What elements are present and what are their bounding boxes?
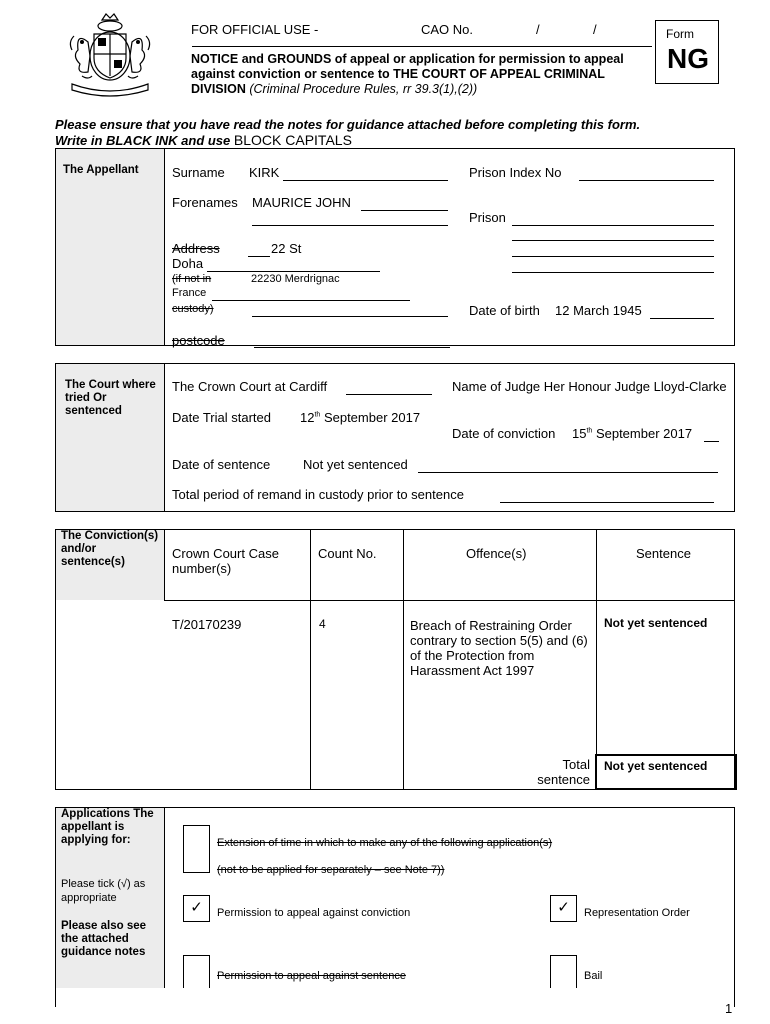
- prison-field-2[interactable]: [512, 226, 714, 241]
- extension-checkbox[interactable]: [183, 825, 210, 873]
- court-section-label: The Court where tried Or sentenced: [65, 379, 156, 417]
- header-rule: [192, 46, 652, 47]
- prison-index-label: Prison Index No: [469, 165, 562, 180]
- surname-underline: [283, 166, 448, 181]
- if-not-in-label: (if not in: [172, 273, 212, 285]
- address-line-4-underline: [212, 286, 410, 301]
- cell-sentence[interactable]: Not yet sentenced: [604, 616, 708, 630]
- perm-conviction-checkbox[interactable]: ✓: [183, 895, 210, 922]
- surname-label: Surname: [172, 165, 225, 180]
- crown-court-label: [172, 379, 327, 394]
- conviction-day-suffix: th: [586, 427, 593, 435]
- col-header-sentence: Sentence: [636, 546, 691, 561]
- bail-label: Bail: [584, 970, 603, 982]
- tick-hint: Please tick (√) as appropriate: [61, 878, 146, 904]
- prison-label: Prison: [469, 210, 506, 225]
- extension-note: (not to be applied for separately – see Note 7)): [217, 864, 445, 876]
- address-lead-line: [248, 242, 270, 257]
- form-code-box: [655, 20, 719, 84]
- postcode-field[interactable]: [254, 333, 450, 348]
- official-use-label: FOR OFFICIAL USE -: [191, 22, 319, 37]
- dob-underline: [650, 304, 714, 319]
- header-row-divider: [164, 600, 734, 601]
- block-capitals-text: BLOCK CAPITALS: [233, 132, 352, 148]
- sentence-date-label: Date of sentence: [172, 457, 271, 472]
- address-label: Address: [172, 241, 220, 256]
- cao-no-label: CAO No.: [421, 22, 474, 37]
- conviction-section-label: The Conviction(s) and/or sentence(s): [61, 530, 159, 568]
- crown-court-prefix: The Crown Court at: [172, 379, 286, 394]
- forenames-underline: [361, 196, 448, 211]
- appellant-section-label: The Appellant: [63, 164, 139, 176]
- total-sentence-value: Not yet sentenced: [604, 759, 708, 773]
- dob-value[interactable]: 12 March 1945: [555, 303, 642, 318]
- trial-started-label: Date Trial started: [172, 410, 271, 425]
- form-title-main: NOTICE and GROUNDS of appeal or application for permission to appeal against conviction or sentence to THE COURT OF APPEAL CRIMINAL DIVISION: [191, 52, 624, 96]
- perm-sentence-checkbox[interactable]: [183, 955, 210, 988]
- cell-count-no[interactable]: 4: [319, 617, 326, 631]
- crown-court-value[interactable]: Cardiff: [289, 379, 328, 394]
- rep-order-label: Representation Order: [584, 907, 690, 919]
- col-header-case-number: Crown Court Case number(s): [172, 546, 279, 576]
- conviction-day: 15: [572, 426, 587, 441]
- appellant-label-cell: [56, 149, 164, 345]
- total-sentence-label: Total sentence: [537, 757, 590, 787]
- postcode-label: postcode: [172, 333, 225, 348]
- extension-label: Extension of time in which to make any of the following application(s): [217, 837, 553, 849]
- address-line-2[interactable]: Doha: [172, 256, 204, 271]
- conviction-underline: [704, 427, 719, 442]
- forenames-value[interactable]: MAURICE JOHN: [252, 195, 351, 210]
- prison-field-3[interactable]: [512, 242, 714, 257]
- cell-case-number[interactable]: T/20170239: [172, 617, 242, 632]
- prison-field[interactable]: [512, 211, 714, 226]
- conviction-date-label: Date of conviction: [452, 426, 556, 441]
- cao-slash-1: /: [536, 22, 540, 37]
- custody-label: custody): [172, 303, 214, 315]
- ink-instruction-prefix: Write in BLACK INK and use: [55, 133, 231, 148]
- address-line-2-underline: [207, 257, 380, 272]
- conviction-date-value[interactable]: [572, 426, 692, 441]
- cell-offence[interactable]: Breach of Restraining Order contrary to section 5(5) and (6) of the Protection from Harassment Act 1997: [410, 618, 588, 678]
- perm-sentence-label: Permission to appeal against sentence: [217, 970, 406, 982]
- form-label: Form: [666, 27, 694, 41]
- trial-day: 12: [300, 410, 315, 425]
- col-header-count-no: Count No.: [318, 546, 377, 561]
- conviction-month-year: September 2017: [595, 426, 693, 441]
- perm-conviction-label: Permission to appeal against conviction: [217, 907, 411, 919]
- trial-started-value[interactable]: [300, 410, 420, 425]
- rep-order-checkbox[interactable]: ✓: [550, 895, 577, 922]
- prison-field-4[interactable]: [512, 258, 714, 273]
- bail-checkbox[interactable]: [550, 955, 577, 988]
- judge-field: [452, 379, 727, 394]
- forenames-label: Forenames: [172, 195, 238, 210]
- address-line-1[interactable]: 22 St: [271, 241, 302, 256]
- form-title: [191, 52, 651, 97]
- crown-court-underline: [346, 380, 432, 395]
- applications-section-label: Applications The appellant is applying for:: [61, 808, 154, 846]
- trial-day-suffix: th: [314, 411, 321, 419]
- guidance-hint: Please also see the attached guidance notes: [61, 920, 147, 958]
- dob-label: Date of birth: [469, 303, 540, 318]
- coat-of-arms: [58, 12, 162, 98]
- judge-label: Name of Judge: [452, 379, 541, 394]
- judge-value[interactable]: Her Honour Judge Lloyd-Clarke: [543, 379, 727, 394]
- cao-slash-2: /: [593, 22, 597, 37]
- sentence-date-underline: [418, 458, 718, 473]
- form-code: NG: [667, 43, 709, 74]
- ink-instruction: [55, 132, 352, 148]
- sentence-date-value[interactable]: Not yet sentenced: [303, 457, 408, 472]
- remand-label: Total period of remand in custody prior to sentence: [172, 487, 464, 502]
- address-line-4[interactable]: France: [172, 287, 207, 299]
- guidance-instruction: Please ensure that you have read the notes for guidance attached before completing this form.: [55, 117, 641, 132]
- form-title-rules: (Criminal Procedure Rules, rr 39.3(1),(2)): [249, 82, 478, 96]
- address-line-3[interactable]: 22230 Merdrignac: [251, 273, 340, 285]
- page-number: 1: [725, 1001, 733, 1016]
- col-header-offence: Offence(s): [466, 546, 527, 561]
- total-sentence-box[interactable]: [595, 754, 737, 790]
- surname-value[interactable]: KIRK: [249, 165, 280, 180]
- trial-month-year: September 2017: [323, 410, 421, 425]
- address-line-5[interactable]: [252, 302, 448, 317]
- remand-field[interactable]: [500, 488, 714, 503]
- prison-index-field[interactable]: [579, 166, 714, 181]
- forenames-line-2[interactable]: [252, 211, 448, 226]
